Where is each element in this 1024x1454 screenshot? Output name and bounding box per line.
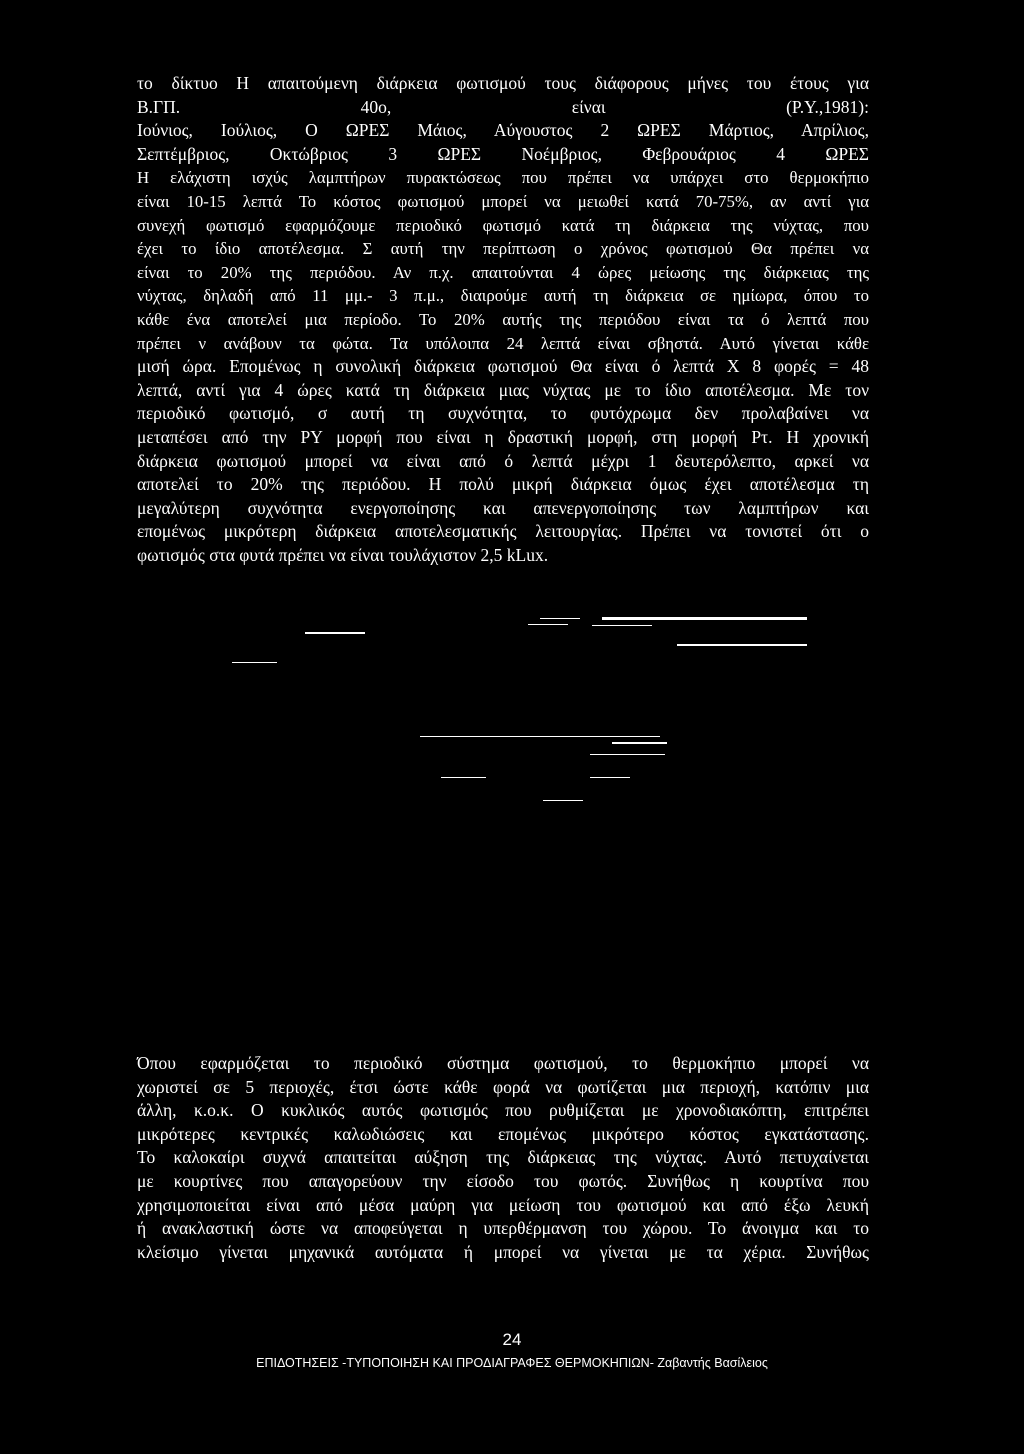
text-line: άλλη, κ.ο.κ. Ο κυκλικός αυτός φωτισμός που ρυθμίζεται με χρονοδιακόπτη, επιτρέπει (137, 1100, 869, 1121)
text-line: το δίκτυο Η απαιτούμενη διάρκεια φωτισμού τους διάφορους μήνες του έτους για (137, 73, 869, 93)
rule-line (420, 736, 660, 737)
text-line: κάθε ένα αποτελεί μια περίοδο. Το 20% αυτής της περιόδου είναι τα ό λεπτά που (137, 309, 869, 329)
page-number: 24 (502, 1330, 522, 1349)
text-line: νύχτας, δηλαδή από 11 μμ.- 3 π.μ., διαιρούμε αυτή τη διάρκεια σε ημίωρα, όπου το (137, 286, 869, 306)
text-line: με κουρτίνες που απαγορεύουν την είσοδο του φωτός. Συνήθως η κουρτίνα που (137, 1170, 869, 1191)
text-line: φωτισμός στα φυτά πρέπει να είναι τουλάχιστον 2,5 kLux. (137, 544, 549, 565)
text-line: μεταπέσει από την PY μορφή που είναι η δραστική μορφή, στη μορφή Ρτ. Η χρονική (137, 426, 869, 447)
text-line: Ιούνιος, Ιούλιος, Ο ΩΡΕΣ Μάιος, Αύγουστος 2 ΩΡΕΣ Μάρτιος, Απρίλιος, (137, 120, 869, 141)
text-line: πρέπει ν ανάβουν τα φώτα. Τα υπόλοιπα 24 λεπτά είναι σβηστά. Αυτό γίνεται κάθε (137, 333, 869, 353)
text-line: έχει το ίδιο αποτέλεσμα. Σ αυτή την περίπτωση ο χρόνος φωτισμού Θα πρέπει να (137, 239, 869, 259)
text-line: αποτελεί το 20% της περιόδου. Η πολύ μικρή διάρκεια όμως έχει αποτέλεσμα τη (137, 474, 869, 495)
text-line: λεπτά, αντί για 4 ώρες κατά τη διάρκεια μιας νύχτας με το ίδιο αποτέλεσμα. Με τον (137, 379, 869, 400)
paragraph-bottom (137, 1052, 869, 1264)
text-line: συνεχή φωτισμό εφαρμόζουμε περιοδικό φωτισμό κατά τη διάρκεια της νύχτας, που (137, 215, 869, 235)
text-line: είναι το 20% της περιόδου. Αν π.χ. απαιτούνται 4 ώρες μείωσης της διάρκειας της (137, 262, 869, 282)
text-line: Σεπτέμβριος, Οκτώβριος 3 ΩΡΕΣ Νοέμβριος, Φεβρουάριος 4 ΩΡΕΣ (137, 143, 869, 164)
text-line: διάρκεια φωτισμού μπορεί να είναι από ό λεπτά μέχρι 1 δευτερόλεπτο, αρκεί να (137, 450, 869, 471)
text-line: κλείσιμο γίνεται μηχανικά αυτόματα ή μπορεί να γίνεται με τα χέρια. Συνήθως (137, 1241, 869, 1262)
text-line: μεγαλύτερη συχνότητα ενεργοποίησης και απενεργοποίησης των λαμπτήρων και (137, 497, 869, 518)
text-line: περιοδικό φωτισμό, σ αυτή τη συχνότητα, το φυτόχρωμα δεν προλαβαίνει να (137, 403, 869, 424)
rule-line (590, 777, 630, 778)
text-line: Το καλοκαίρι συχνά απαιτείται αύξηση της διάρκειας της νύχτας. Αυτό πετυχαίνεται (137, 1147, 869, 1168)
text-line: χωριστεί σε 5 περιοχές, έτσι ώστε κάθε φορά να φωτίζεται μια περιοχή, κατόπιν μια (137, 1076, 869, 1097)
rule-line (612, 742, 667, 744)
text-line: ή ανακλαστική ώστε να αποφεύγεται η υπερθέρμανση του χώρου. Το άνοιγμα και το (137, 1218, 869, 1239)
rule-line (441, 777, 486, 778)
rule-line (590, 754, 665, 755)
rule-line (602, 617, 807, 620)
rule-line (305, 632, 365, 634)
rule-line (528, 624, 568, 625)
text-line: Β.ΓΠ. 40ο, είναι (Ρ.Υ.,1981): (137, 96, 869, 117)
text-line: Η ελάχιστη ισχύς λαμπτήρων πυρακτώσεως που πρέπει να υπάρχει στο θερμοκήπιο (137, 168, 869, 188)
text-line: χρησιμοποιείται είναι από μέσα μαύρη για μείωση του φωτισμού και από έξω λευκή (137, 1194, 869, 1215)
rule-line (592, 625, 652, 626)
text-line: Όπου εφαρμόζεται το περιοδικό σύστημα φωτισμού, το θερμοκήπιο μπορεί να (137, 1053, 869, 1073)
page-footer: ΕΠΙΔΟΤΗΣΕΙΣ -ΤΥΠΟΠΟΙΗΣΗ ΚΑΙ ΠΡΟΔΙΑΓΡΑΦΕΣ ΘΕΡΜΟΚΗΠΙΩΝ- Ζαβαντής Βασίλειος (256, 1356, 768, 1370)
paragraph-top (137, 72, 869, 567)
text-line: μισή ώρα. Επομένως η συνολική διάρκεια φωτισμού Θα είναι ό λεπτά Χ 8 φορές = 48 (137, 356, 869, 377)
rule-line (232, 662, 277, 663)
rule-line (543, 800, 583, 801)
text-line: είναι 10-15 λεπτά Το κόστος φωτισμού μπορεί να μειωθεί κατά 70-75%, αν αντί για (137, 191, 869, 211)
text-line: επομένως μικρότερη διάρκεια αποτελεσματικής λειτουργίας. Πρέπει να τονιστεί ότι ο (137, 521, 869, 542)
rule-line (677, 644, 807, 646)
text-line: μικρότερες κεντρικές καλωδιώσεις και επομένως μικρότερο κόστος εγκατάστασης. (137, 1123, 869, 1144)
rule-line (540, 618, 580, 619)
